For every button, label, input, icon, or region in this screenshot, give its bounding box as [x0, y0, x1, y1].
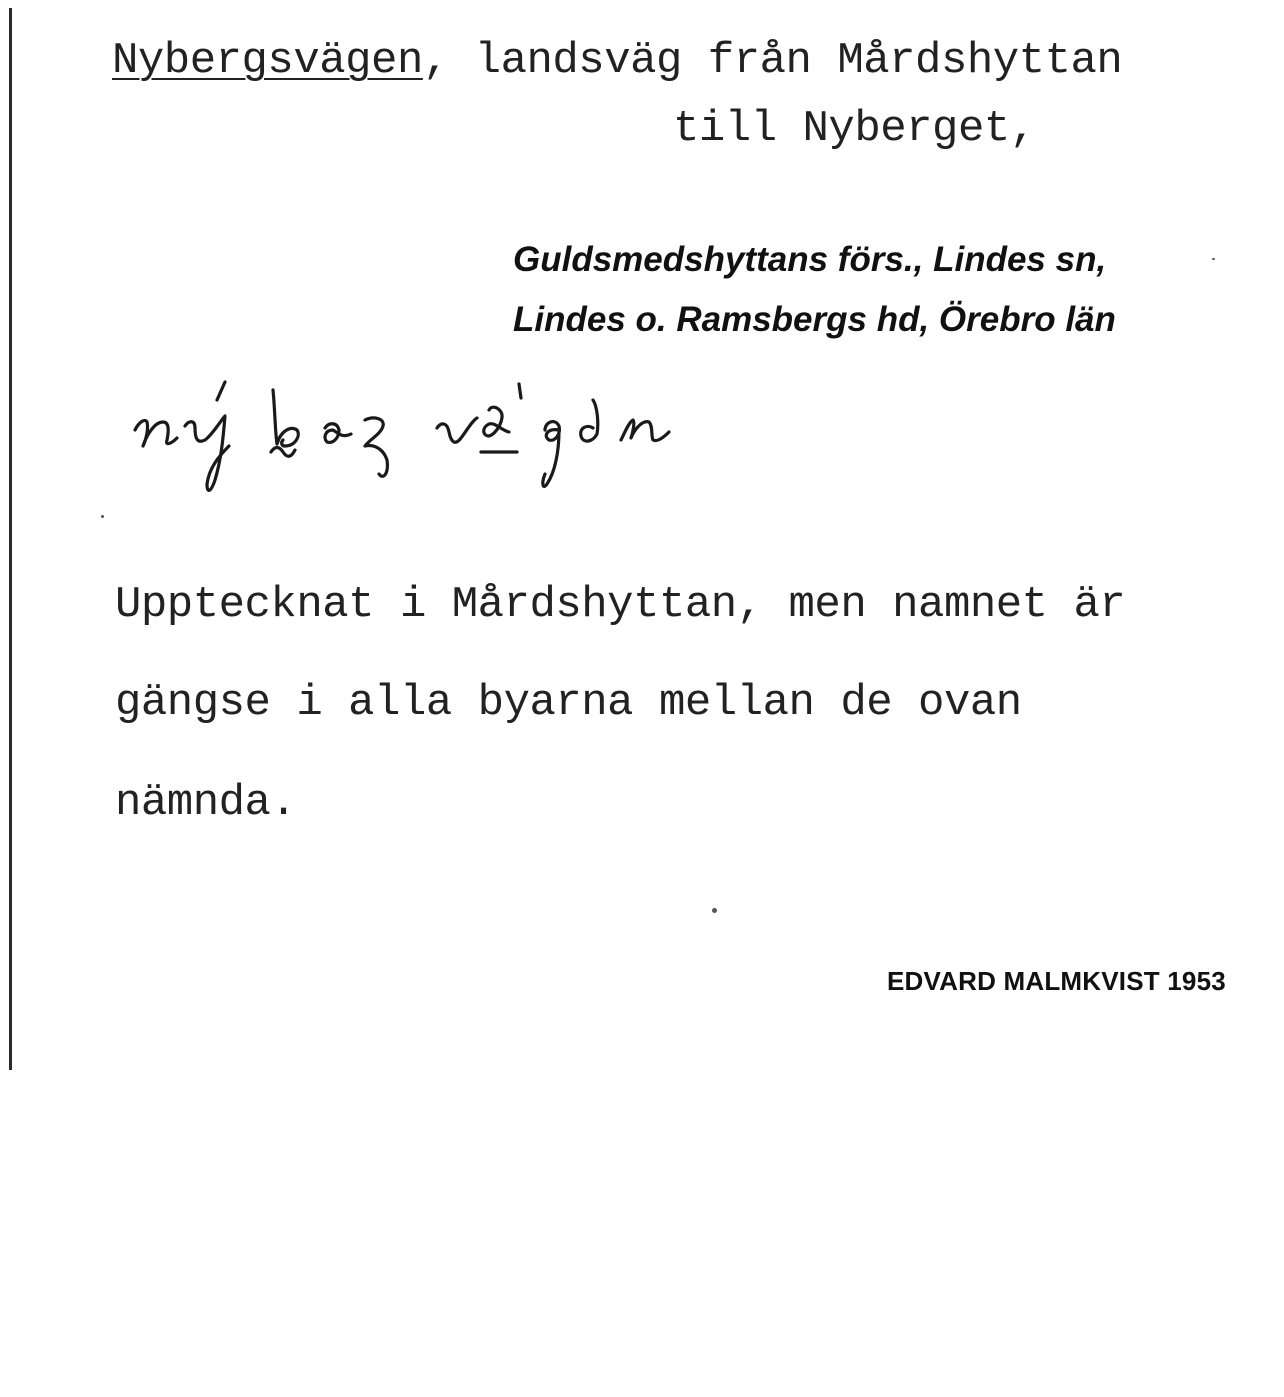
- collector-signature: EDVARD MALMKVIST 1953: [887, 966, 1226, 996]
- ink-speck: [1212, 258, 1215, 260]
- note-line-2: gängse i alla byarna mellan de ovan: [115, 678, 1022, 728]
- location-line-1: Guldsmedshyttans förs., Lindes sn,: [513, 240, 1107, 279]
- location-line-2: Lindes o. Ramsbergs hd, Örebro län: [513, 300, 1116, 339]
- definition-line-2: till Nyberget,: [673, 104, 1036, 154]
- ink-speck: [712, 908, 717, 913]
- definition-line-1: , landsväg från Mårdshyttan: [422, 36, 1123, 86]
- headword-line: [112, 36, 1122, 86]
- headword: Nybergsvägen: [112, 36, 423, 86]
- card-left-edge: [9, 8, 12, 1070]
- note-line-3: nämnda.: [115, 778, 297, 828]
- ink-speck: [101, 515, 104, 518]
- note-line-1: Upptecknat i Mårdshyttan, men namnet är: [115, 580, 1126, 630]
- handwritten-phonetic-transcription: [125, 360, 695, 510]
